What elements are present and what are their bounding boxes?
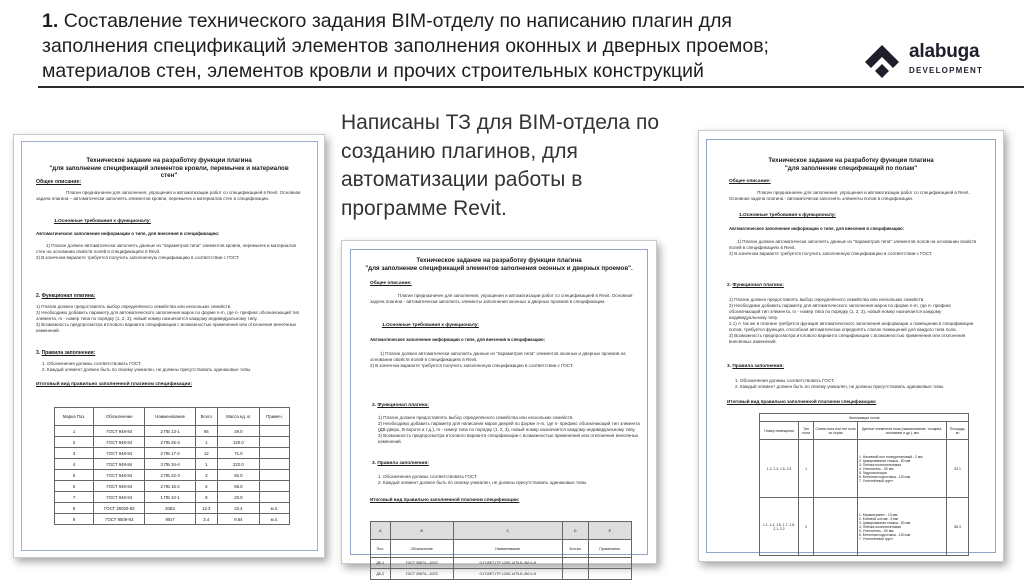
doc-section-heading: 1.Основные требования к функционалу: <box>739 213 836 218</box>
table-cell: ГОСТ 30674—2023 <box>390 558 453 569</box>
doc-section-heading: Итоговый вид правильно заполненной плагином спецификации: <box>727 399 877 404</box>
doc-section-number: 2. <box>36 293 41 299</box>
table-cell: 2 ПБ 25-4 <box>145 437 195 448</box>
doc-paragraph: 1. Обозначения должны соответствовать ГОСТ. 2. Каждый элемент должен быть по своему уникален, не должны присутствовать одинаковые типы. <box>735 378 945 389</box>
table-row <box>55 514 290 525</box>
alabuga-logo <box>862 42 1002 82</box>
table-cell <box>260 426 290 437</box>
table-cell: 22.4 <box>217 503 259 514</box>
spec-table <box>54 407 290 525</box>
table-header-cell: Данные элементов пола (наименование, толщина, основание и др.), мм <box>857 422 946 440</box>
doc-section-heading: Итоговый вид правильно заполненной плагином спецификации: <box>36 382 192 387</box>
table-cell: 120.0 <box>217 437 259 448</box>
table-cell <box>260 448 290 459</box>
doc-paragraph: Плагин предназначен для заполнения, упрощения и автоматизации работ со спецификацией в Revit. Основная задача плагина - автоматически заполнять элементы полов в спецификации. <box>729 190 970 201</box>
doc-section-number: 3. <box>727 364 732 369</box>
table-cell: ГОСТ 948-84 <box>94 448 145 459</box>
table-cell: 29.0 <box>217 426 259 437</box>
table-cell: 9 <box>195 492 217 503</box>
table-cell <box>260 459 290 470</box>
table-cell: м.п. <box>260 514 290 525</box>
table-cell: ГОСТ 8509-93 <box>94 514 145 525</box>
table-header-cell: Обозначение <box>390 540 453 558</box>
table-cell: 4 <box>55 459 94 470</box>
table-row <box>55 492 290 503</box>
table-cell: 2 ПБ 16-2 <box>145 481 195 492</box>
doc-section-heading: Функционал плагина: <box>732 283 784 288</box>
table-cell: ГОСТ 26020-83 <box>94 503 145 514</box>
slide-caption: Написаны ТЗ для BIM-отдела по созданию плагинов, для автоматизации работы в программе Revit. <box>341 111 659 220</box>
doc-roof-lintels-walls <box>13 134 325 558</box>
table-cell: 86.3 <box>947 498 969 556</box>
table-row <box>55 459 290 470</box>
table-cell: ГОСТ 948-84 <box>94 492 145 503</box>
table-cell: 1 <box>55 426 94 437</box>
table-cell: ДК-2 <box>371 569 391 580</box>
table-cell: 2 <box>55 437 94 448</box>
slide-title <box>42 9 832 84</box>
table-cell: 1. Наливной пол полиуретановый - 2 мм 2. Армированная стяжка - 50 мм 3. Плёнка полиэтиленовая 4. Утеплитель - 50 мм 5. Гидроизоляция 6. Бетонная подготовка - 100 мм 7. Уплотнённый грунт <box>857 440 946 498</box>
doc-paragraph: Плагин предназначен для заполнения, упрощения и автоматизации работ со спецификацией в Revit. Основная задача плагина – автоматически заполнять элементов кровли, перемычек и материалов стен в спецификации. <box>36 190 301 201</box>
doc-section-heading: Правила заполнения: <box>41 350 96 356</box>
table-header-cell: Обозначение <box>94 408 145 426</box>
table-cell: 65.0 <box>217 481 259 492</box>
table-header-cell: C <box>453 522 562 540</box>
table-cell: 222.0 <box>217 459 259 470</box>
logo-subtitle: DEVELOPMENT <box>909 66 984 75</box>
doc-section-heading: Правила заполнения: <box>732 364 784 369</box>
table-cell <box>260 470 290 481</box>
table-row <box>55 470 290 481</box>
table-cell: О-П-ВЕТ-ГЛ* 1200-1470-Б-4М-Ч-Н <box>453 558 562 569</box>
doc-paragraph: Плагин предназначен для заполнения, упрощения и автоматизации работ со спецификацией в Revit. Основная задача плагина - автоматически заполнять элементы заполнения оконных и дверных проемов в спецификации. <box>370 293 633 304</box>
table-cell: 1 <box>195 437 217 448</box>
table-cell: ГОСТ 948-84 <box>94 437 145 448</box>
table-cell: 3 ПБ 34-4 <box>145 459 195 470</box>
table-header-cell: Номер помещения <box>760 422 799 440</box>
doc-subheading: Автоматическое заполнение информации о типе, для внесения в спецификацию: <box>729 226 905 231</box>
table-row <box>760 498 969 556</box>
table-cell: 7 <box>55 492 94 503</box>
table-cell: 6 <box>55 481 94 492</box>
table-cell: О-П-ВЕТ-ГЛ* 1200-1470-Б-4М-Ч-Н <box>453 569 562 580</box>
table-row <box>55 437 290 448</box>
table-cell: 8 <box>55 503 94 514</box>
table-cell: 71.0 <box>217 448 259 459</box>
table-row <box>55 426 290 437</box>
table-header-cell: Тип пола <box>799 422 814 440</box>
table-row <box>55 503 290 514</box>
table-cell: 3 <box>55 448 94 459</box>
table-header-cell: Примеч. <box>260 408 290 426</box>
table-cell: 12.3 <box>195 503 217 514</box>
doc-paragraph: 1) Плагин должен предоставлять выбор определённого семейства или нескольких семейств. 2) Необходимо добавить параметр для написания марок дверей по форме n-m, где n- префикс обозначающий тип элемента (ДВ-дверь, В-ворота и т.д.), m - номер типа по порядку (1, 2, 3), новый номер назначается каждому индивидуальному типу. 3) Возможность предпросмотра итогового варианта спецификации с возможностью применения или отклонения внесённых изменений. <box>378 415 640 444</box>
doc-paragraph: 1) Плагин должен предоставлять выбор определённого семейства или нескольких семейств. 2) Необходимо добавить параметр для автоматического заполнения марок по форме n-m, где n- префикс обозначающий тип элемента, m - номер типа по порядку (1, 2, 3), новый номер назначается каждому индивидуальному типу. 3) Возможность предпросмотра итогового варианта спецификации с возможностью применения или отклонения внесённых изменений. <box>36 304 300 333</box>
table-cell: ГОСТ 948-84 <box>94 481 145 492</box>
table-header-cell: Всего <box>195 408 217 426</box>
table-cell <box>562 558 588 569</box>
table-header-cell: Масса ед. кг <box>217 408 259 426</box>
doc-section-heading: Функционал плагина: <box>41 293 96 299</box>
table-cell: 1 <box>799 440 814 498</box>
table-cell: 3 <box>195 470 217 481</box>
table-cell: 20Б1 <box>145 503 195 514</box>
table-row <box>760 440 969 498</box>
table-cell: 1.2, 1.3, 1.5, 2.3 <box>760 440 799 498</box>
doc-section-number: 2. <box>372 403 377 408</box>
table-cell: 66 <box>195 426 217 437</box>
title-divider <box>38 86 1024 88</box>
table-cell: 2 ПБ 13-1 <box>145 426 195 437</box>
table-cell <box>588 569 631 580</box>
table-cell: 9.64 <box>217 514 259 525</box>
table-cell: ГОСТ 948-84 <box>94 426 145 437</box>
doc-title: Техническое задание на разработку функции плагина "для заполнение спецификаций элементов заполнения оконных и дверных проемов". <box>365 257 633 272</box>
table-caption: Экспликация полов <box>760 414 969 422</box>
table-header-cell: Наименование <box>145 408 195 426</box>
doc-floors <box>698 130 1004 562</box>
table-cell: 92.0 <box>217 470 259 481</box>
doc-section-number: 2. <box>727 283 732 288</box>
table-cell: 2 <box>799 498 814 556</box>
table-cell: 6 <box>195 481 217 492</box>
doc-paragraph: 1) Плагин должен автоматически заполнять данные из "параметров типа" элементов полов на основании свойств полей в спецификациях в Revit. 2) В конечном варианте требуется получить заполненную спецификацию в соответствии с ГОСТ. <box>729 239 977 256</box>
table-cell: ГОСТ 948-84 <box>94 459 145 470</box>
doc-paragraph: 1) Плагин должен автоматически заполнять данные из "параметров типа" элементов оконных и дверных проемов на основании свойств полей в спецификациях в Revit. 2) В конечном варианте требуется получить заполненную спецификацию в соответствии с ГОСТ. <box>370 351 626 368</box>
table-cell: 1. Керамогранит - 10 мм 2. Клеевой состав - 5 мм 3. Армированная стяжка - 50 мм 4. Плёнка полиэтиленовая 5. Утеплитель - 50 мм 6. Бетонная подготовка - 100 мм 7. Уплотнённый грунт <box>857 498 946 556</box>
table-cell <box>814 498 858 556</box>
doc-section-heading: Общее описание: <box>370 281 412 286</box>
table-cell <box>260 481 290 492</box>
spec-table <box>370 521 632 580</box>
table-cell: 3.4 <box>195 514 217 525</box>
slide-title-number: 1. <box>42 10 59 32</box>
table-cell: 2 ПБ 17-2 <box>145 448 195 459</box>
table-row <box>371 569 632 580</box>
doc-section-heading: 1.Основные требования к функционалу: <box>382 323 479 328</box>
table-row <box>55 481 290 492</box>
table-cell: 92.1 <box>947 440 969 498</box>
doc-title: Техническое задание на разработку функции плагина "для заполнение спецификаций элементов кровли, перемычек и материалов стен" <box>49 157 289 179</box>
table-header-cell: B <box>390 522 453 540</box>
doc-paragraph: 1) Плагин должен предоставлять выбор определённого семейства или нескольких семейств. 2) Необходимо добавить параметр для автоматического заполнения марок по форме n-m, где n- префикс обозначающий тип элемента, m - номер типа по порядку (1, 2, 3), новый номер назначается каждому индивидуальному типу. 2.1) А так же в плагине требуется функция автоматического заполнения информации о помещении в спецификации полов, требуется функция, способная автоматически определять список помещений для каждого типа пола. 3) Возможность предпросмотра итогового варианта спецификации с возможностью применения или отклонения внесённых изменений. <box>729 297 974 344</box>
table-cell: 1 ПБ 10-1 <box>145 492 195 503</box>
table-cell <box>814 440 858 498</box>
table-cell: 90х7 <box>145 514 195 525</box>
table-header-cell: E <box>588 522 631 540</box>
table-cell: 1 <box>195 459 217 470</box>
logo-name: alabuga <box>909 41 980 62</box>
table-cell: 2 ПБ 22-3 <box>145 470 195 481</box>
doc-paragraph: 1. Обозначения должны соответствовать ГОСТ. 2. Каждый элемент должен быть по своему уникален, не должны присутствовать одинаковые типы. <box>42 361 252 372</box>
doc-section-number: 3. <box>36 350 41 356</box>
table-header-cell: A <box>371 522 391 540</box>
table-cell <box>588 558 631 569</box>
table-cell <box>260 492 290 503</box>
table-cell <box>562 569 588 580</box>
table-header-cell: Площадь, м² <box>947 422 969 440</box>
doc-section-heading: Общее описание: <box>729 179 771 184</box>
doc-windows-doors <box>341 240 657 576</box>
doc-section-heading: Общее описание: <box>36 179 82 185</box>
alabuga-logo-icon <box>862 42 902 82</box>
table-header-cell: Наименование <box>453 540 562 558</box>
table-header-cell: Схема пола или тип пола по серии <box>814 422 858 440</box>
doc-subheading: Автоматическое заполнение информации о типе, для внесения в спецификацию: <box>370 337 546 342</box>
doc-paragraph: 1. Обозначения должны соответствовать ГОСТ. 2. Каждый элемент должен быть по своему уникален, не должны присутствовать одинаковые типы. <box>378 474 588 485</box>
table-cell: 1.1, 1.4, 1.6, 1.7, 1.8, 2.1, 2.2 <box>760 498 799 556</box>
table-cell: 5 <box>55 470 94 481</box>
doc-subheading: Автоматическое заполнение информации о типе, для внесения в спецификацию: <box>36 231 220 236</box>
table-header-cell: D <box>562 522 588 540</box>
table-cell: ДК-1 <box>371 558 391 569</box>
doc-section-number: 3. <box>372 461 377 466</box>
table-header-cell: Кол-во <box>562 540 588 558</box>
doc-section-heading: Правила заполнения: <box>377 461 429 466</box>
table-cell <box>260 437 290 448</box>
doc-title: Техническое задание на разработку функции плагина "для заполнение спецификаций по полам" <box>768 157 934 172</box>
table-cell: ГОСТ 948-84 <box>94 470 145 481</box>
doc-section-heading: 1.Основные требования к функционалу: <box>54 219 151 224</box>
table-row <box>371 558 632 569</box>
table-row <box>55 448 290 459</box>
table-header-cell: Примечание <box>588 540 631 558</box>
table-header-cell: Марка Поз. <box>55 408 94 426</box>
doc-section-heading: Функционал плагина: <box>377 403 429 408</box>
table-cell: 9 <box>55 514 94 525</box>
spec-table <box>759 413 969 556</box>
table-cell: 20.0 <box>217 492 259 503</box>
table-cell: 12 <box>195 448 217 459</box>
doc-section-heading: Итоговый вид правильно заполненной плагином спецификации: <box>370 497 520 502</box>
doc-paragraph: 1) Плагин должен автоматически заполнять данные из "параметров типа" элементов кровли, перемычек и материалов стен на основании свойств полей в спецификациях в Revit. 2) В конечном варианте требуется получить заполненную спецификацию в соответствии с ГОСТ. <box>36 243 296 260</box>
table-header-cell: Поз. <box>371 540 391 558</box>
table-cell: ГОСТ 30674—2023 <box>390 569 453 580</box>
slide-title-text: Составление технического задания BIM-отделу по написанию плагин для заполнения спецификаций элементов заполнения оконных и дверных проемов; материалов стен, элементов кровли и прочих строительных конструкций <box>42 10 769 82</box>
table-cell: м.п. <box>260 503 290 514</box>
